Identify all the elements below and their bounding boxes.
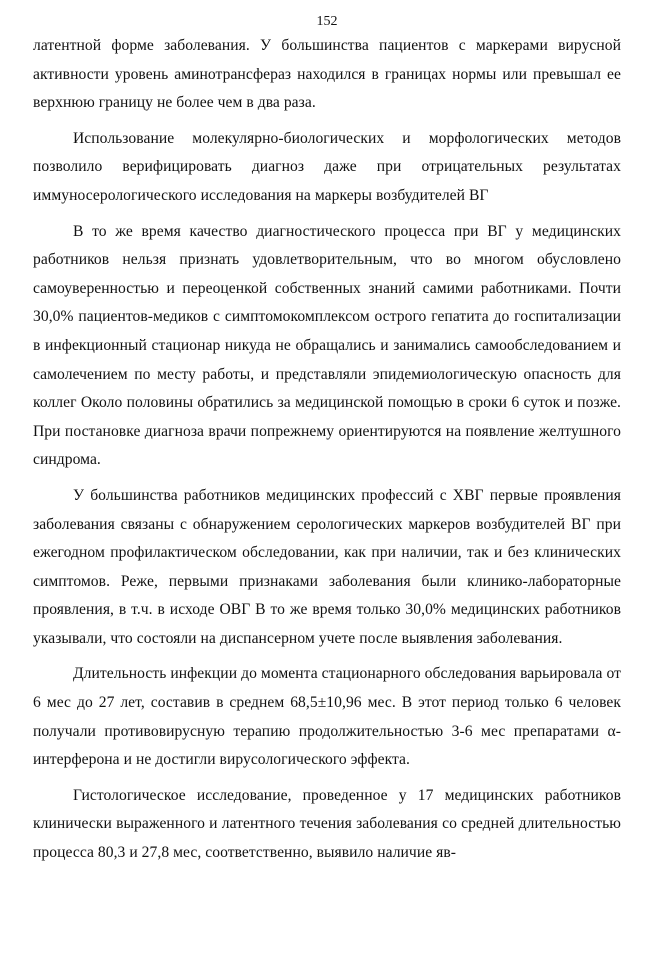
paragraph-5: Длительность инфекции до момента стационарного обследования варьировала от 6 мес до 27 лет, составив в среднем 68,5±10,96 мес. В этот период только 6 человек получали противовирусную терапию продолжительностью 3-6 мес препаратами α-интерферона и не достигли вирусологического эффекта. <box>33 665 621 769</box>
body-text <box>33 32 621 868</box>
paragraph-3: В то же время качество диагностического процесса при ВГ у медицинских работников нельзя признать удовлетворительным, что во многом обусловлено самоуверенностью и переоценкой собственных знаний самими работниками. Почти 30,0% пациентов-медиков с симптомокомплексом острого гепатита до госпитализации в инфекционный стационар никуда не обращались и занимались самообследованием и самолечением по месту работы, и представляли эпидемиологическую опасность для коллег Около половины обратились за медицинской помощью в сроки 6 суток и позже. При постановке диагноза врачи попрежнему ориентируются на появление желтушного синдрома. <box>33 222 621 469</box>
paragraph-6: Гистологическое исследование, проведенное у 17 медицинских работников клинически выраженного и латентного течения заболевания со средней длительностью процесса 80,3 и 27,8 мес, соответственно, выявило наличие яв- <box>33 786 621 862</box>
paragraph-1: латентной форме заболевания. У большинства пациентов с маркерами вирусной активности уровень аминотрансфераз находился в границах нормы или превышал ее верхнюю границу не более чем в два раза. <box>33 37 621 112</box>
paragraph-2: Использование молекулярно-биологических и морфологических методов позволило верифицировать диагноз даже при отрицательных результатах иммуносерологического исследования на маркеры возбудителей ВГ <box>33 129 621 204</box>
page-number: 152 <box>316 14 338 29</box>
paragraph-4: У большинства работников медицинских профессий с ХВГ первые проявления заболевания связаны с обнаружением серологических маркеров возбудителей ВГ при ежегодном профилактическом обследовании, как при наличии, так и без клинических симптомов. Реже, первыми признаками заболевания были клинико-лабораторные проявления, в т.ч. в исходе ОВГ В то же время только 30,0% медицинских работников указывали, что состояли на диспансерном учете после выявления заболевания. <box>33 486 621 647</box>
